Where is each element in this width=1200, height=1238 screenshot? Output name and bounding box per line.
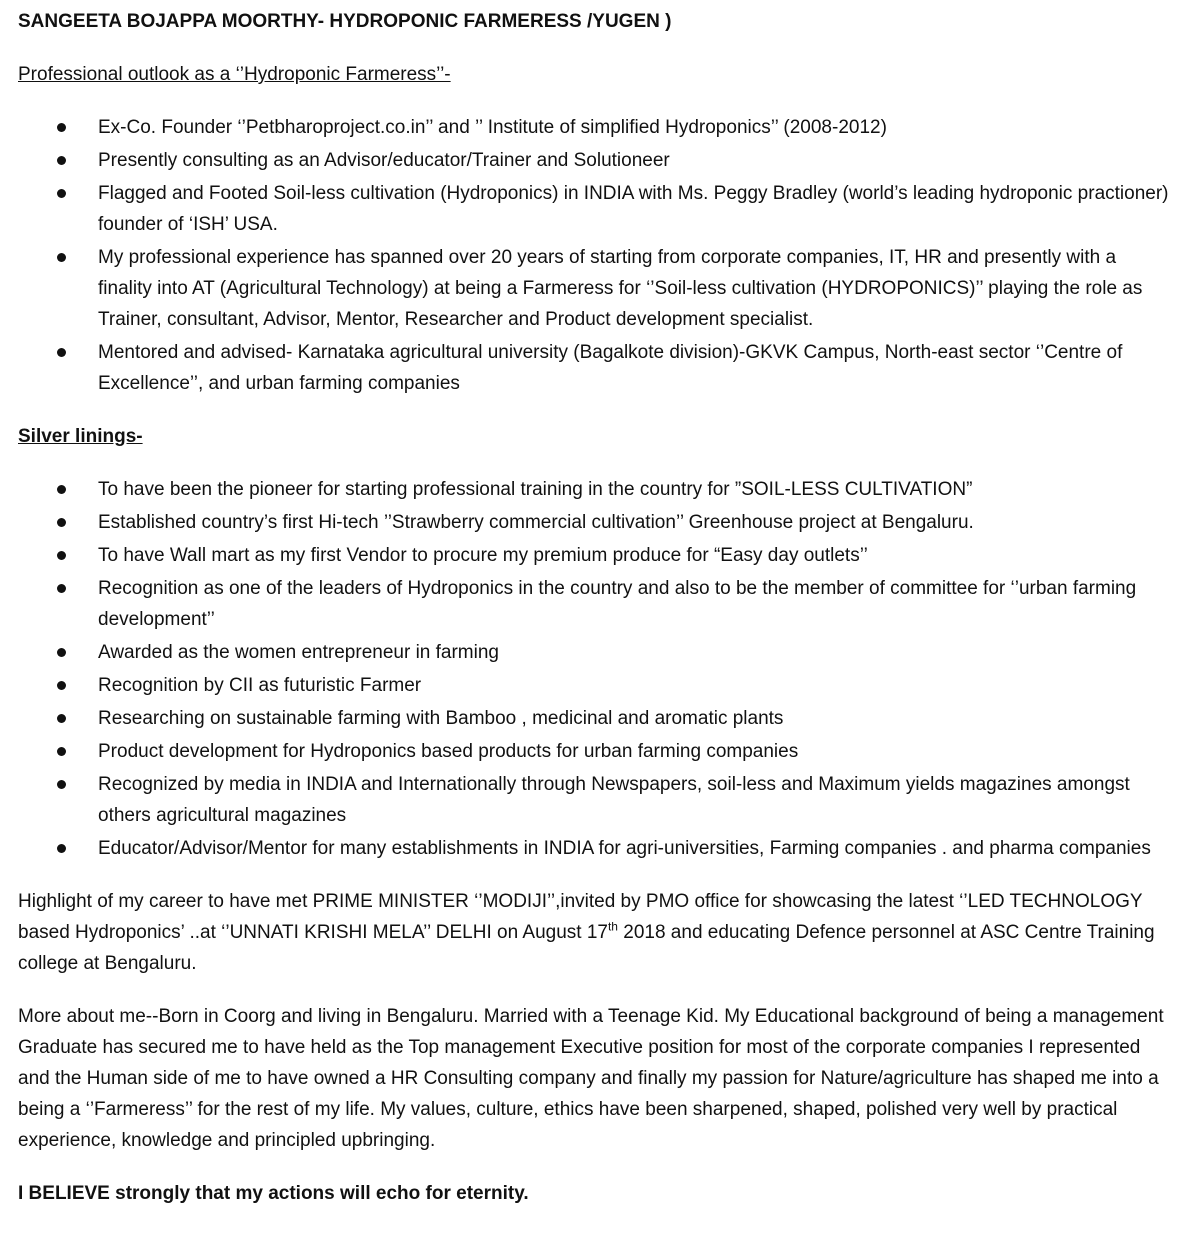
- bullet-icon: [57, 156, 66, 165]
- career-highlight-paragraph: [18, 886, 1170, 979]
- list-item-text: Researching on sustainable farming with Bamboo , medicinal and aromatic plants: [98, 708, 784, 729]
- list-item-text: My professional experience has spanned over 20 years of starting from corporate companies, IT, HR and presently with a finality into AT (Agricultural Technology) at being a Farmeress for ‘’Soil-less cultivation (HYDROPONICS)’’ playing the role as Trainer, consultant, Advisor, Mentor, Researcher and Product development specialist.: [98, 247, 1143, 330]
- bullet-icon: [57, 189, 66, 198]
- bullet-icon: [57, 253, 66, 262]
- bullet-icon: [57, 584, 66, 593]
- list-item-text: Established country’s first Hi-tech ’’Strawberry commercial cultivation’’ Greenhouse project at Bengaluru.: [98, 512, 974, 533]
- professional-outlook-heading: Professional outlook as a ‘’Hydroponic Farmeress’’-: [18, 64, 451, 85]
- list-item: [18, 242, 1170, 335]
- highlight-text-start: Highlight of my career to have met PRIME MINISTER ‘’MODIJI’’,invited by PMO office for showcasing the latest ‘’LED TECHNOLOGY based Hydroponics’ ..at ‘’UNNATI KRISHI MELA’’ DELHI on August 17: [18, 891, 1143, 943]
- list-item-text: Product development for Hydroponics based products for urban farming companies: [98, 741, 799, 762]
- list-item: [18, 145, 1170, 176]
- list-item: [18, 703, 1170, 734]
- list-item: [18, 736, 1170, 767]
- list-item: [18, 112, 1170, 143]
- list-item: [18, 833, 1170, 864]
- list-item: [18, 540, 1170, 571]
- list-item: [18, 769, 1170, 831]
- belief-statement: I BELIEVE strongly that my actions will echo for eternity.: [18, 1183, 529, 1204]
- list-item: [18, 178, 1170, 240]
- bullet-icon: [57, 780, 66, 789]
- bullet-icon: [57, 714, 66, 723]
- highlight-text-end: 2018 and educating Defence personnel at ASC Centre Training college at Bengaluru.: [18, 922, 1155, 974]
- list-item-text: Awarded as the women entrepreneur in farming: [98, 642, 499, 663]
- list-item-text: Recognition as one of the leaders of Hydroponics in the country and also to be the member of committee for ‘’urban farming development’’: [98, 578, 1137, 630]
- list-item: [18, 573, 1170, 635]
- list-item-text: Recognized by media in INDIA and Internationally through Newspapers, soil-less and Maximum yields magazines amongst others agricultural magazines: [98, 774, 1130, 826]
- bullet-icon: [57, 518, 66, 527]
- bullet-icon: [57, 681, 66, 690]
- bullet-icon: [57, 123, 66, 132]
- bullet-icon: [57, 648, 66, 657]
- list-item: [18, 474, 1170, 505]
- bullet-icon: [57, 844, 66, 853]
- list-item: [18, 337, 1170, 399]
- silver-linings-list: [18, 474, 1170, 864]
- list-item-text: Recognition by CII as futuristic Farmer: [98, 675, 422, 696]
- bullet-icon: [57, 747, 66, 756]
- silver-linings-heading: Silver linings-: [18, 426, 143, 447]
- professional-outlook-list: [18, 112, 1170, 399]
- list-item-text: To have Wall mart as my first Vendor to procure my premium produce for “Easy day outlets’’: [98, 545, 868, 566]
- more-about-paragraph: More about me--Born in Coorg and living in Bengaluru. Married with a Teenage Kid. My Educational background of being a management Graduate has secured me to have held as the Top management Executive position for most of the corporate companies I represented and the Human side of me to have owned a HR Consulting company and finally my passion for Nature/agriculture has shaped me into a being a ‘’Farmeress’’ for the rest of my life. My values, culture, ethics have been sharpened, shaped, polished very well by practical experience, knowledge and principled upbringing.: [18, 1006, 1164, 1151]
- bullet-icon: [57, 551, 66, 560]
- list-item-text: Flagged and Footed Soil-less cultivation (Hydroponics) in INDIA with Ms. Peggy Bradley (world’s leading hydroponic practioner) founder of ‘ISH’ USA.: [98, 183, 1169, 235]
- list-item: [18, 637, 1170, 668]
- ordinal-suffix: th: [607, 919, 618, 934]
- list-item: [18, 670, 1170, 701]
- bullet-icon: [57, 485, 66, 494]
- list-item-text: Mentored and advised- Karnataka agricultural university (Bagalkote division)-GKVK Campus, North-east sector ‘’Centre of Excellence’’, and urban farming companies: [98, 342, 1123, 394]
- list-item-text: Ex-Co. Founder ‘’Petbharoproject.co.in’’ and ’’ Institute of simplified Hydroponics’’ (2008-2012): [98, 117, 887, 138]
- list-item: [18, 507, 1170, 538]
- document-title: SANGEETA BOJAPPA MOORTHY- HYDROPONIC FARMERESS /YUGEN ): [18, 11, 672, 32]
- bullet-icon: [57, 348, 66, 357]
- list-item-text: Educator/Advisor/Mentor for many establishments in INDIA for agri-universities, Farming companies . and pharma companies: [98, 838, 1151, 859]
- list-item-text: Presently consulting as an Advisor/educator/Trainer and Solutioneer: [98, 150, 670, 171]
- list-item-text: To have been the pioneer for starting professional training in the country for ”SOIL-LESS CULTIVATION”: [98, 479, 973, 500]
